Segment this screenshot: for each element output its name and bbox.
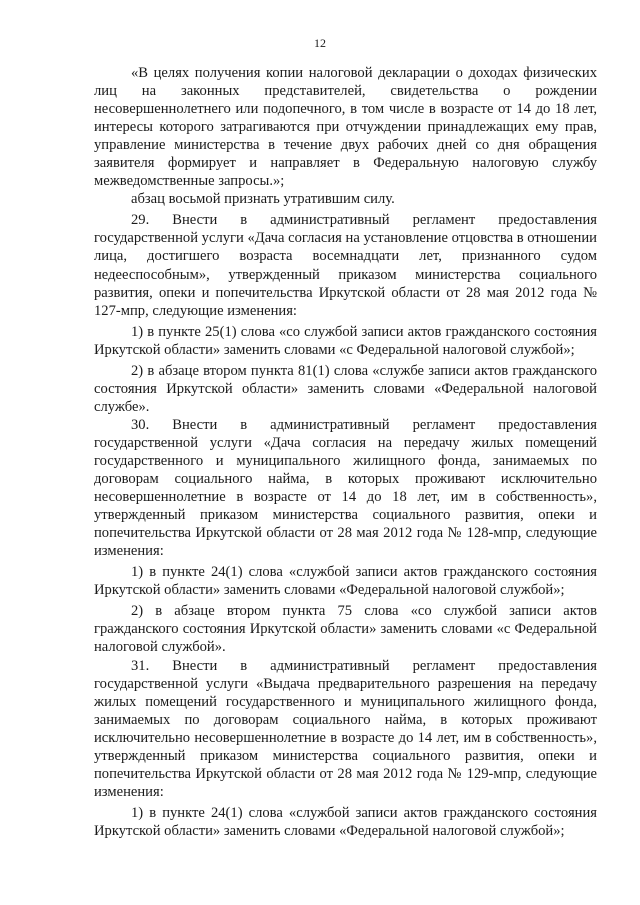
paragraph-item-31: 31. Внести в административный регламент предоставления государственной услуги «Выдача предварительного разрешения на передачу жилых помещений государственного и муниципального жилищного фонда, занимаемых по договорам социального найма, в которых проживают исключительно несовершеннолетние в возрасте до 14 лет, им в собственность», утвержденный приказом министерства социального развития, опеки и попечительства Иркутской области от 28 мая 2012 года № 129-мпр, следующие изменения: (94, 657, 597, 800)
paragraph-item-29-sub-1: 1) в пункте 25(1) слова «со службой записи актов гражданского состояния Иркутской области» заменить словами «с Федеральной налоговой службой»; (94, 323, 597, 358)
paragraph-item-30-sub-1: 1) в пункте 24(1) слова «службой записи актов гражданского состояния Иркутской области» заменить словами «Федеральной налоговой службой»; (94, 564, 597, 599)
page-number: 12 (314, 36, 326, 50)
paragraph-item-31-sub-1: 1) в пункте 24(1) слова «службой записи актов гражданского состояния Иркутской области» заменить словами «Федеральной налоговой службой»; (94, 804, 597, 839)
paragraph-item-29-sub-2: 2) в абзаце втором пункта 81(1) слова «службе записи актов гражданского состояния Иркутской области» заменить словами «Федеральной налоговой службе». (94, 362, 597, 415)
document-body (94, 64, 597, 840)
paragraph-repeal-abzac: абзац восьмой признать утратившим силу. (131, 191, 395, 208)
paragraph-item-29: 29. Внести в административный регламент предоставления государственной услуги «Дача согласия на установление отцовства в отношении лица, достигшего возраста восемнадцати лет, признанного судом недееспособным», утвержденный приказом министерства социального развития, опеки и попечительства Иркутской области от 28 мая 2012 года № 127-мпр, следующие изменения: (94, 212, 597, 319)
paragraph-item-30-sub-2: 2) в абзаце втором пункта 75 слова «со службой записи актов гражданского состояния Иркутской области» заменить словами «с Федеральной налоговой службой». (94, 603, 597, 656)
paragraph-item-30: 30. Внести в административный регламент предоставления государственной услуги «Дача согласия на передачу жилых помещений государственного и муниципального жилищного фонда, занимаемых по договорам социального найма, в которых проживают исключительно несовершеннолетние в возрасте от 14 до 18 лет, им в собственность», утвержденный приказом министерства социального развития, опеки и попечительства Иркутской области от 28 мая 2012 года № 128-мпр, следующие изменения: (94, 416, 597, 560)
paragraph-quoted-amendment: «В целях получения копии налоговой декларации о доходах физических лиц на законных представителей, свидетельства о рождении несовершеннолетнего или подопечного, в том числе в возрасте от 14 до 18 лет, интересы которого затрагиваются при отчуждении принадлежащих ему прав, управление министерства в течение двух рабочих дней со дня обращения заявителя формирует и направляет в Федеральную налоговую службу межведомственные запросы.»; (94, 65, 597, 190)
